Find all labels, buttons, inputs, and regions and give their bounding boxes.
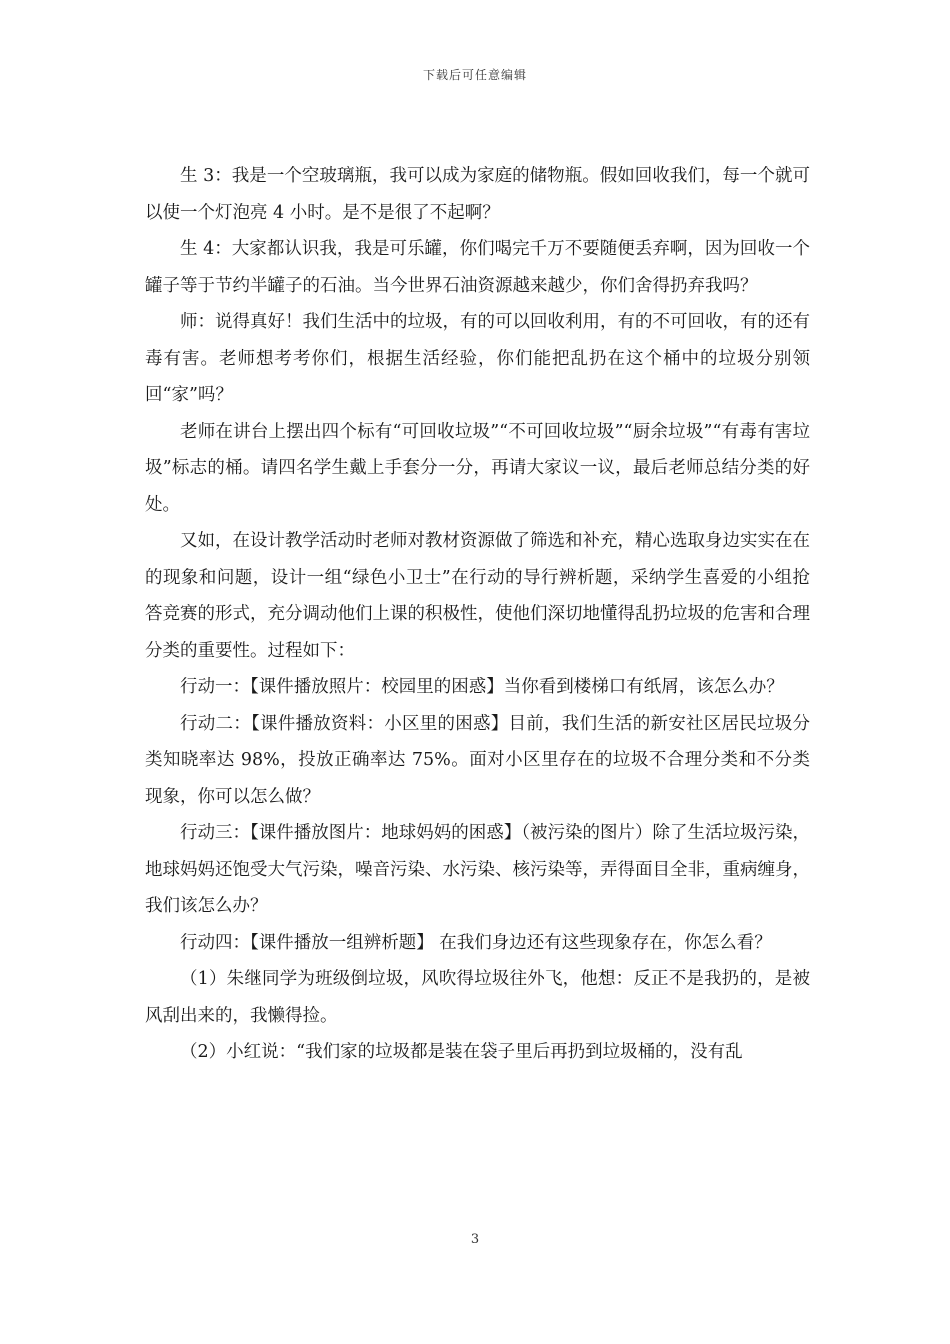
paragraph: 生 3：我是一个空玻璃瓶，我可以成为家庭的储物瓶。假如回收我们，每一个就可以使一个灯泡亮 4 小时。是不是很了不起啊？ [145, 166, 810, 223]
paragraph: 行动四：【课件播放一组辨析题】 在我们身边还有这些现象存在，你怎么看？ [180, 932, 772, 953]
page-header: 下载后可任意编辑 [422, 68, 527, 82]
paragraph: 行动一：【课件播放照片：校园里的困惑】当你看到楼梯口有纸屑，该怎么办？ [180, 677, 784, 697]
document-body [145, 158, 810, 1071]
page-number: 3 [470, 1232, 480, 1247]
paragraph: 行动二：【课件播放资料：小区里的困惑】目前，我们生活的新安社区居民垃圾分类知晓率达 98%，投放正确率达 75%。面对小区里存在的垃圾不合理分类和不分类现象，你可以怎么做？ [145, 713, 810, 807]
paragraph: 老师在讲台上摆出四个标有“可回收垃圾”“不可回收垃圾”“厨余垃圾”“有毒有害垃圾”标志的桶。请四名学生戴上手套分一分，再请大家议一议，最后老师总结分类的好处。 [145, 421, 810, 515]
paragraph: 又如，在设计教学活动时老师对教材资源做了筛选和补充，精心选取身边实实在在的现象和问题，设计一组“绿色小卫士”在行动的导行辨析题，采纳学生喜爱的小组抢答竞赛的形式，充分调动他们上课的积极性，使他们深切地懂得乱扔垃圾的危害和合理分类的重要性。过程如下： [145, 531, 810, 661]
paragraph: 生 4：大家都认识我，我是可乐罐，你们喝完千万不要随便丢弃啊，因为回收一个罐子等于节约半罐子的石油。当今世界石油资源越来越少，你们舍得扔弃我吗？ [145, 239, 810, 296]
paragraph: （1）朱继同学为班级倒垃圾，风吹得垃圾往外飞，他想：反正不是我扔的，是被风刮出来的，我懒得捡。 [145, 969, 810, 1026]
paragraph: 师：说得真好！我们生活中的垃圾，有的可以回收利用，有的不可回收，有的还有毒有害。老师想考考你们，根据生活经验，你们能把乱扔在这个桶中的垃圾分别领回“家”吗？ [145, 312, 810, 405]
paragraph: 行动三：【课件播放图片：地球妈妈的困惑】（被污染的图片）除了生活垃圾污染，地球妈妈还饱受大气污染，噪音污染、水污染、核污染等，弄得面目全非，重病缠身，我们该怎么办？ [145, 823, 810, 916]
paragraph: （2）小红说：“我们家的垃圾都是装在袋子里后再扔到垃圾桶的，没有乱 [180, 1042, 743, 1062]
